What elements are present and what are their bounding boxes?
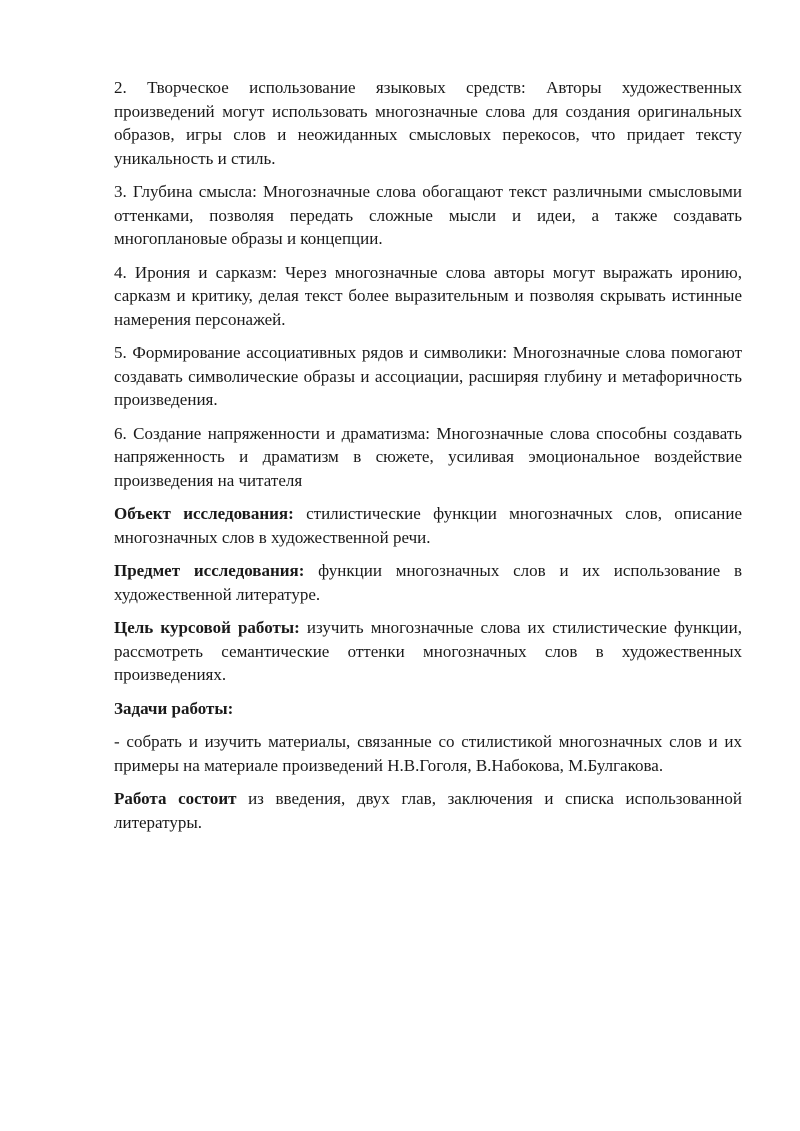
paragraph-text: 4. Ирония и сарказм: Через многозначные слова авторы могут выражать иронию, сарказм и критику, делая текст более выразительным и позволяя скрывать истинные намерения персонажей.: [114, 262, 742, 329]
paragraph-text: 3. Глубина смысла: Многозначные слова обогащают текст различными смысловыми оттенками, позволяя передать сложные мысли и идеи, а также создавать многоплановые образы и концепции.: [114, 182, 742, 248]
paragraph-research-object: [114, 502, 742, 549]
paragraph-label: Цель курсовой работы:: [114, 618, 300, 637]
paragraph-tension-drama: [114, 422, 742, 493]
paragraph-text: 5. Формирование ассоциативных рядов и символики: Многозначные слова помогают создавать символические образы и ассоциации, расширяя глубину и метафоричность произведения.: [114, 343, 742, 409]
paragraph-work-structure: [114, 787, 742, 834]
paragraph-text: стилистические функции многозначных слов, описание многозначных слов в художественной речи.: [114, 504, 742, 547]
paragraph-text: изучить многозначные слова их стилистические функции, рассмотреть семантические оттенки многозначных слов в художественных произведениях.: [114, 618, 742, 684]
paragraph-irony-sarcasm: [114, 261, 742, 332]
paragraph-label: Объект исследования:: [114, 504, 294, 523]
paragraph-tasks-heading: [114, 697, 742, 721]
paragraph-research-subject: [114, 559, 742, 606]
paragraph-text: 2. Творческое использование языковых средств: Авторы художественных произведений могут использовать многозначные слова для создания оригинальных образов, игры слов и неожиданных смысловых перекосов, что придает тексту уникальность и стиль.: [114, 78, 742, 168]
paragraph-label: Предмет исследования:: [114, 561, 305, 580]
paragraph-task-item: [114, 730, 742, 777]
paragraph-coursework-goal: [114, 616, 742, 687]
paragraph-creative-use: [114, 76, 742, 170]
paragraph-label: Работа состоит: [114, 789, 237, 808]
paragraph-associative-rows: [114, 341, 742, 412]
paragraph-text: - собрать и изучить материалы, связанные со стилистикой многозначных слов и их примеры на материале произведений Н.В.Гоголя, В.Набокова, М.Булгакова.: [114, 732, 742, 775]
paragraph-label: Задачи работы:: [114, 698, 234, 718]
document-page: [114, 76, 742, 844]
paragraph-text: 6. Создание напряженности и драматизма: Многозначные слова способны создавать напряженность и драматизм в сюжете, усиливая эмоциональное воздействие произведения на читателя: [114, 423, 742, 490]
paragraph-text: из введения, двух глав, заключения и списка использованной литературы.: [114, 789, 742, 832]
paragraph-depth-of-meaning: [114, 180, 742, 251]
paragraph-text: функции многозначных слов и их использование в художественной литературе.: [114, 561, 742, 604]
